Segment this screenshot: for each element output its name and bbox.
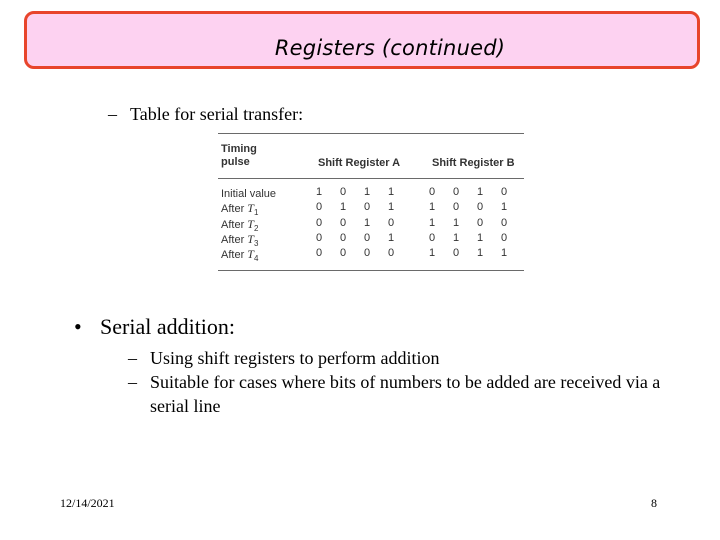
register-a-bit: 0: [339, 216, 347, 229]
register-a-bit: 0: [315, 247, 323, 260]
register-a-bit: 0: [387, 216, 395, 229]
register-b-bit: 1: [428, 247, 436, 260]
register-b-bit: 0: [500, 186, 508, 198]
table-row: [218, 217, 524, 232]
table-row: [218, 186, 524, 201]
register-a-bit: 0: [339, 186, 347, 198]
header-timing-line2: pulse: [221, 156, 250, 168]
header-shift-register-b: Shift Register B: [432, 157, 515, 169]
footer-date: 12/14/2021: [60, 496, 115, 510]
subpoint-text: Using shift registers to perform addition: [150, 348, 440, 368]
table-top-rule: [218, 133, 524, 134]
register-b-bit: 0: [452, 247, 460, 260]
register-b-bit: 0: [476, 201, 484, 214]
subheading-table: [108, 104, 303, 125]
register-b-bit: 0: [428, 231, 436, 244]
row-label: After $T_2$: [221, 216, 259, 233]
register-a-bit: 0: [339, 231, 347, 244]
serial-transfer-table: [218, 133, 524, 271]
subpoints-list: [128, 346, 662, 418]
dash-bullet: –: [128, 372, 137, 392]
register-b-bit: 1: [428, 201, 436, 214]
register-a-bit: 0: [387, 247, 395, 260]
table-row: [218, 232, 524, 247]
row-label: Initial value: [221, 188, 277, 200]
register-b-bit: 0: [428, 186, 436, 198]
register-a-bit: 0: [363, 247, 371, 260]
register-b-bit: 1: [428, 216, 436, 229]
register-a-bit: 0: [363, 231, 371, 244]
register-b-bit: 1: [476, 247, 484, 260]
table-row: [218, 247, 524, 262]
register-b-bit: 0: [452, 186, 460, 198]
register-a-bit: 1: [387, 231, 395, 244]
header-timing-line1: Timing: [221, 143, 257, 155]
dash-bullet: –: [128, 348, 137, 368]
register-a-bit: 1: [387, 201, 395, 214]
register-a-bit: 1: [387, 186, 395, 198]
register-a-bit: 0: [339, 247, 347, 260]
table-header-rule: [218, 178, 524, 179]
header-shift-register-a: Shift Register A: [318, 157, 401, 169]
register-a-bit: 1: [315, 186, 323, 198]
register-a-bit: 0: [315, 231, 323, 244]
row-label: After $T_3$: [221, 231, 259, 249]
subpoint-item: [128, 370, 662, 418]
register-a-bit: 0: [315, 201, 323, 214]
register-b-bit: 0: [476, 216, 484, 229]
table-bottom-rule: [218, 270, 524, 271]
title-box: [24, 11, 700, 69]
register-b-bit: 1: [500, 201, 508, 214]
register-a-bit: 1: [363, 186, 371, 198]
table-row: [218, 201, 524, 216]
subpoint-item: [128, 346, 662, 370]
register-a-bit: 0: [315, 216, 323, 229]
register-a-bit: 1: [339, 201, 347, 214]
register-a-bit: 0: [363, 201, 371, 214]
register-b-bit: 1: [452, 231, 460, 244]
register-b-bit: 1: [452, 216, 460, 229]
bullet-dot: •: [74, 314, 82, 339]
footer-page-number: 8: [651, 496, 657, 510]
register-b-bit: 1: [476, 231, 484, 244]
register-b-bit: 0: [500, 216, 508, 229]
row-label: After $T_1$: [221, 201, 259, 218]
register-a-bit: 1: [363, 216, 371, 229]
register-b-bit: 1: [500, 247, 508, 260]
slide-title: Registers (continued): [274, 36, 506, 60]
subheading-text: Table for serial transfer:: [130, 104, 304, 124]
subpoint-text: Suitable for cases where bits of numbers to be added are received via a serial line: [150, 372, 661, 416]
register-b-bit: 0: [500, 231, 508, 244]
register-b-bit: 1: [476, 186, 484, 198]
register-b-bit: 0: [452, 201, 460, 214]
header-timing-pulse: [221, 143, 257, 169]
dash-bullet: –: [108, 104, 117, 124]
bullet-serial-addition: [74, 314, 235, 340]
bullet-text: Serial addition:: [100, 314, 236, 339]
row-label: After $T_4$: [221, 247, 259, 264]
